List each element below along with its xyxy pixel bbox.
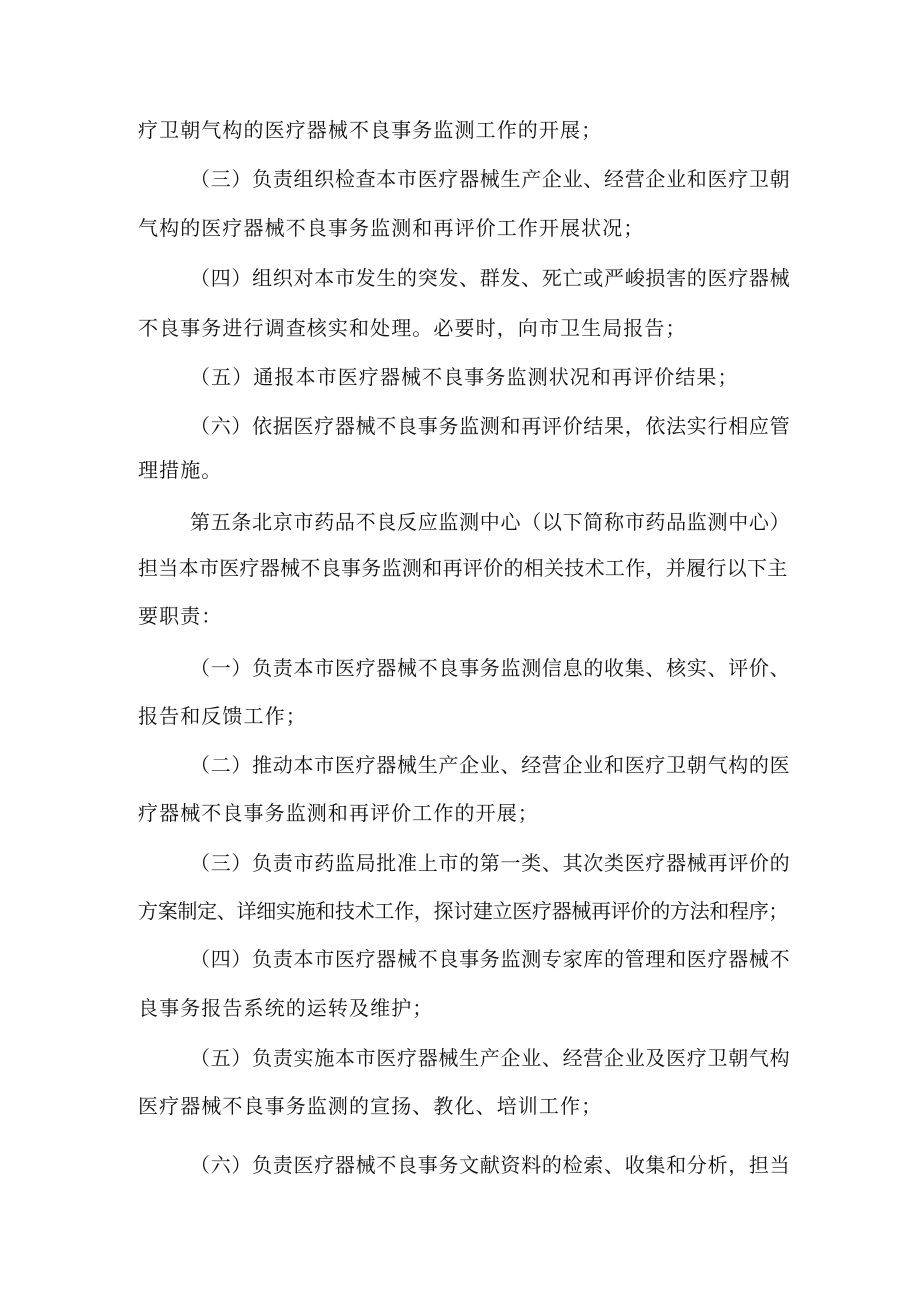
- text-line: 不良事务进行调查核实和处理。必要时，向市卫生局报告；: [138, 316, 687, 340]
- text-line: （三）负责组织检查本市医疗器械生产企业、经营企业和医疗卫朝: [190, 167, 791, 191]
- text-line: 医疗器械不良事务监测的宣扬、教化、培训工作；: [138, 1094, 603, 1118]
- text-line: 要职责：: [138, 604, 223, 628]
- text-line: 理措施。: [138, 458, 223, 482]
- text-line: （五）负责实施本市医疗器械生产企业、经营企业及医疗卫朝气构: [190, 1046, 791, 1070]
- text-line: 报告和反馈工作；: [138, 704, 307, 728]
- text-line: （三）负责市药监局批准上市的第一类、其次类医疗器械再评价的: [190, 851, 791, 875]
- text-line: （六）负责医疗器械不良事务文献资料的检索、收集和分析，担当: [190, 1153, 791, 1177]
- text-line: 疗卫朝气构的医疗器械不良事务监测工作的开展；: [138, 118, 603, 142]
- text-line: （四）负责本市医疗器械不良事务监测专家库的管理和医疗器械不: [190, 947, 791, 971]
- text-line: 方案制定、详细实施和技术工作，探讨建立医疗器械再评价的方法和程序；: [138, 899, 789, 923]
- text-line: 良事务报告系统的运转及维护；: [138, 996, 434, 1020]
- text-line: 疗器械不良事务监测和再评价工作的开展；: [138, 801, 539, 825]
- text-line: （二）推动本市医疗器械生产企业、经营企业和医疗卫朝气构的医: [190, 753, 791, 777]
- text-line: （一）负责本市医疗器械不良事务监测信息的收集、核实、评价、: [190, 656, 791, 680]
- text-line: （五）通报本市医疗器械不良事务监测状况和再评价结果；: [190, 365, 739, 389]
- text-line: 担当本市医疗器械不良事务监测和再评价的相关技术工作，并履行以下主: [138, 556, 788, 580]
- text-line: （六）依据医疗器械不良事务监测和再评价结果，依法实行相应管: [190, 414, 791, 438]
- text-line: 气构的医疗器械不良事务监测和再评价工作开展状况；: [138, 216, 645, 240]
- text-line: 第五条北京市药品不良反应监测中心（以下简称市药品监测中心）: [190, 510, 791, 534]
- text-line: （四）组织对本市发生的突发、群发、死亡或严峻损害的医疗器械: [190, 266, 791, 290]
